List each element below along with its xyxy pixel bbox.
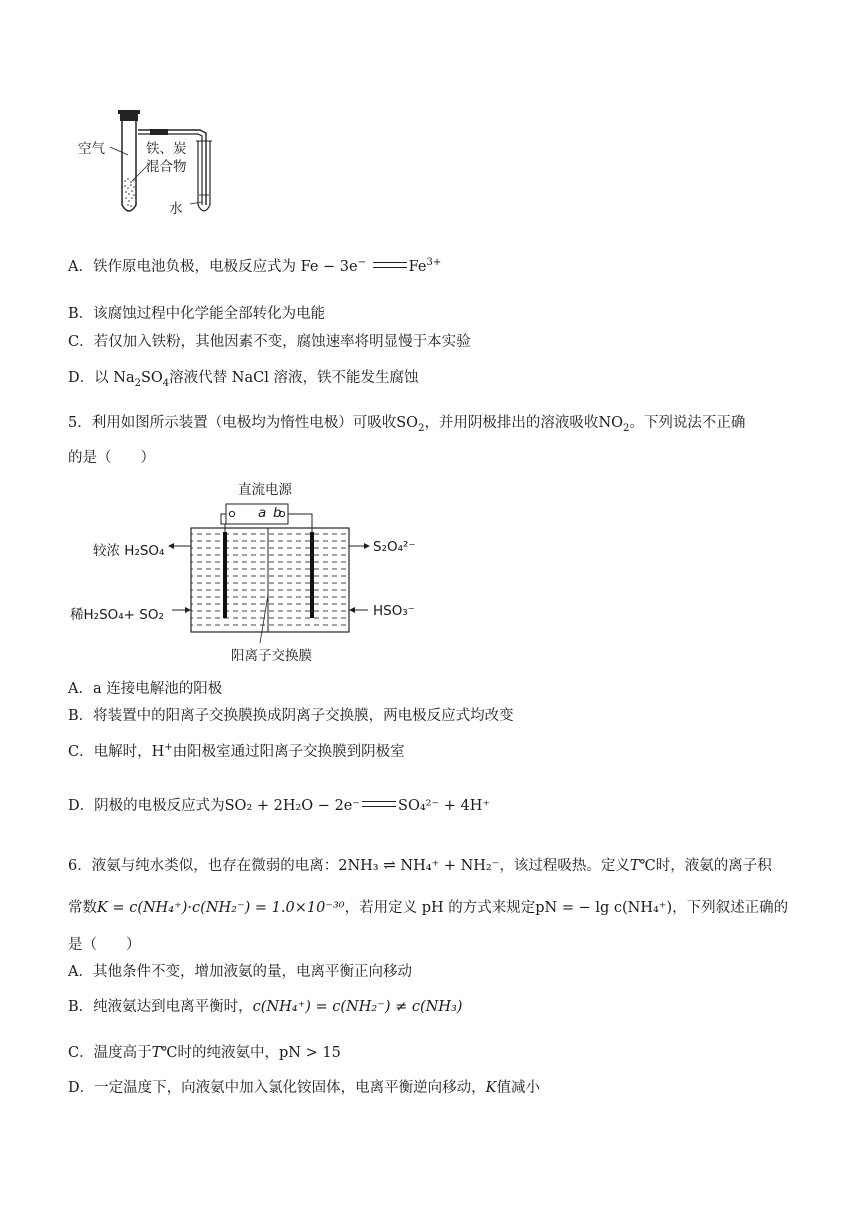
q6-option-a: A．其他条件不变，增加液氨的量，电离平衡正向移动 <box>68 964 412 980</box>
q5-stem-line1: 5．利用如图所示装置（电极均为惰性电极）可吸收$SO_2$，并用阴极排出的溶液吸收$NO_2$。下列说法不正确 <box>68 415 746 434</box>
outlet-right-top-label: S₂O₄²⁻ <box>373 539 416 555</box>
q4-option-d-prefix: D．以 <box>68 370 114 386</box>
q4-option-a-formula: Fe − 3e− $Fe^{3+}$ <box>300 257 442 275</box>
mixture-label-line2: 混合物 <box>146 159 187 175</box>
air-label: 空气 <box>78 141 105 157</box>
power-supply-label: 直流电源 <box>238 482 292 498</box>
outlet-left-top-label: 较浓 H₂SO₄ <box>93 543 165 559</box>
q6-option-d: D．一定温度下，向液氨中加入氯化铵固体，电离平衡逆向移动，K值减小 <box>68 1080 540 1096</box>
q5-stem-line2: 的是（ ） <box>68 450 155 466</box>
q4-option-d-formula: $Na_2SO_4$ <box>113 370 170 389</box>
q6-stem-line1: 6．液氨与纯水类似，也存在微弱的电离：2NH₃ ⇌ NH₄⁺ + NH₂⁻，该过程吸热。定义T℃时，液氨的离子积 <box>68 856 772 874</box>
q4-option-d-suffix: 溶液代替 NaCl 溶液，铁不能发生腐蚀 <box>169 370 419 386</box>
q4-option-b: B．该腐蚀过程中化学能全部转化为电能 <box>68 306 326 322</box>
inlet-left-bottom-label: 稀H₂SO₄+ SO₂ <box>70 607 164 623</box>
q6-option-c: C．温度高于T℃时的纯液氨中，pN > 15 <box>68 1045 341 1061</box>
mixture-label-line1: 铁、炭 <box>146 141 187 157</box>
q6-option-b: B．纯液氨达到电离平衡时，c(NH₄⁺) = c(NH₂⁻) ≠ c(NH₃) <box>68 999 463 1015</box>
q4-option-c: C．若仅加入铁粉，其他因素不变，腐蚀速率将明显慢于本实验 <box>68 334 471 350</box>
inlet-right-bottom-label: HSO₃⁻ <box>373 603 415 619</box>
q6-stem-line2: 常数K = c(NH₄⁺)·c(NH₂⁻) = 1.0×10⁻³⁰，若用定义 pH 的方式来规定pN = − lg c(NH₄⁺)，下列叙述正确的 <box>68 900 789 916</box>
q5-option-a: A．a 连接电解池的阳极 <box>68 681 223 697</box>
water-label: 水 <box>169 201 183 217</box>
terminal-b-label: b <box>273 505 282 521</box>
q4-option-d <box>68 366 418 389</box>
membrane-label: 阳离子交换膜 <box>231 648 312 664</box>
q6-stem-line3: 是（ ） <box>68 937 141 953</box>
q5-option-c: C．电解时，H+由阳极室通过阳离子交换膜到阴极室 <box>68 742 405 760</box>
q5-option-d: D．阴极的电极反应式为SO₂ + 2H₂O − 2e⁻ SO₄²⁻ + 4H⁺ <box>68 798 491 814</box>
q4-option-a <box>68 255 441 276</box>
q4-option-a-text: A．铁作原电池负极，电极反应式为 <box>68 259 296 275</box>
q5-option-b: B．将装置中的阳离子交换膜换成阴离子交换膜，两电极反应式均改变 <box>68 708 514 724</box>
terminal-a-label: a <box>258 505 267 521</box>
